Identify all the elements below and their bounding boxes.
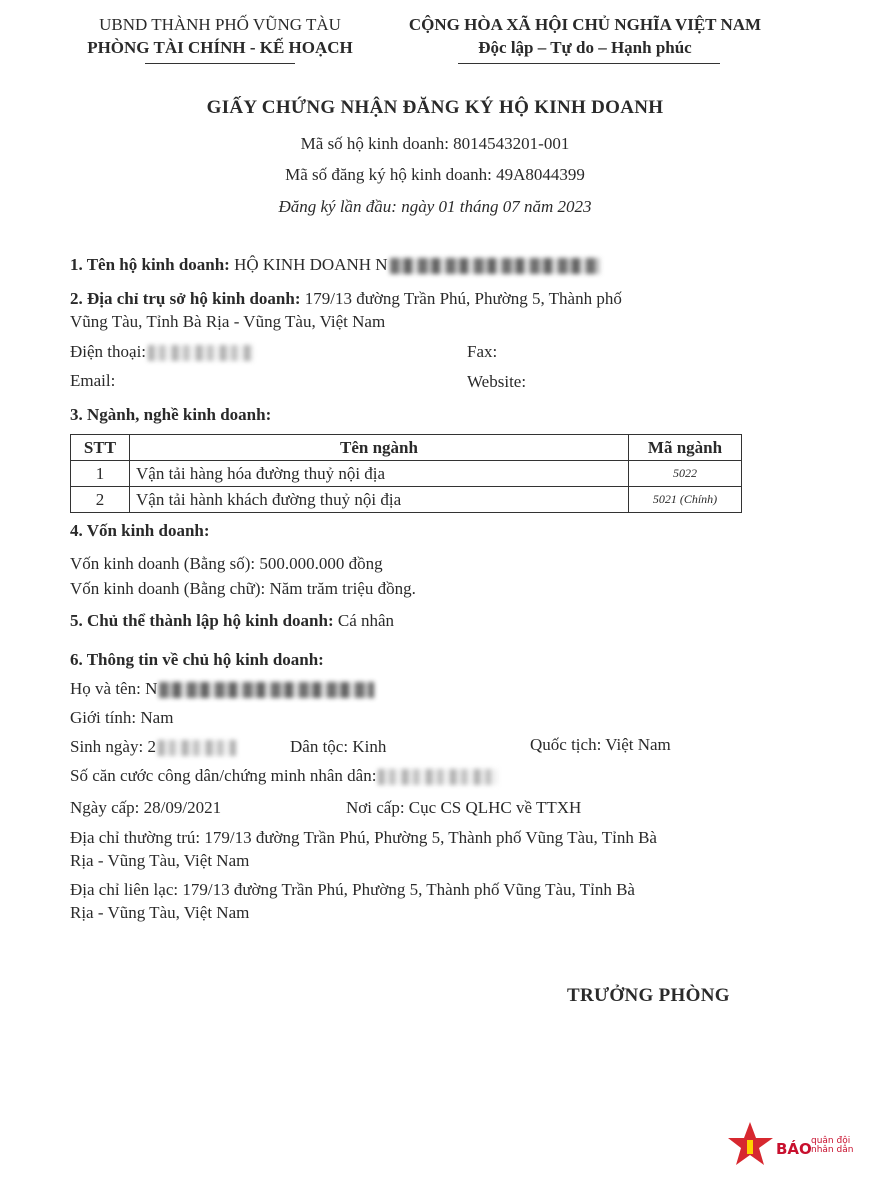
section5-label: 5. Chủ thể thành lập hộ kinh doanh: (70, 611, 334, 630)
business-code: Mã số hộ kinh doanh: 8014543201-001 (300, 134, 570, 153)
permanent-address-line2: Rịa - Vũng Tàu, Việt Nam (70, 851, 250, 870)
registration-code: Mã số đăng ký hộ kinh doanh: 49A8044399 (285, 165, 585, 184)
watermark-main: BÁO (776, 1140, 812, 1158)
signature-title: TRƯỞNG PHÒNG (567, 985, 730, 1006)
table-header-row (71, 435, 742, 461)
redacted-dob (158, 740, 236, 756)
redacted-owner-name (159, 682, 374, 698)
redacted-phone (148, 345, 253, 361)
watermark-sub1: quân đội (811, 1136, 851, 1146)
agency-city: UBND THÀNH PHỐ VŨNG TÀU (99, 15, 341, 34)
contact-address-line1: Địa chỉ liên lạc: 179/13 đường Trần Phú, Phường 5, Thành phố Vũng Tàu, Tỉnh Bà (70, 880, 635, 899)
phone-row (70, 341, 253, 363)
email-label: Email: (70, 371, 116, 390)
motto-underline (458, 63, 720, 64)
section-founder-type (70, 610, 394, 632)
owner-id-row (70, 765, 498, 787)
owner-gender: Giới tính: Nam (70, 708, 174, 727)
owner-ethnic: Dân tộc: Kinh (290, 737, 387, 756)
fax-label: Fax: (467, 342, 498, 361)
row-stt: 1 (71, 461, 130, 487)
col-name: Tên ngành (130, 435, 629, 461)
owner-issue-place: Nơi cấp: Cục CS QLHC về TTXH (346, 798, 582, 817)
table-row (71, 487, 742, 513)
owner-name-row (70, 678, 374, 700)
agency-underline (145, 63, 295, 64)
national-motto (380, 14, 790, 60)
country-name: CỘNG HÒA XÃ HỘI CHỦ NGHĨA VIỆT NAM (408, 15, 762, 34)
business-lines-table (70, 434, 742, 513)
business-name-value: HỘ KINH DOANH N (234, 255, 388, 274)
capital-words: Vốn kinh doanh (Bằng chữ): Năm trăm triệu đồng. (70, 579, 416, 598)
owner-dob-label: Sinh ngày: 2 (70, 737, 156, 756)
table-row (71, 461, 742, 487)
website-label: Website: (467, 372, 527, 391)
row-name: Vận tải hành khách đường thuỷ nội địa (130, 487, 629, 513)
col-stt: STT (71, 435, 130, 461)
row-code: 5021 (Chính) (629, 487, 742, 513)
section6-label: 6. Thông tin về chủ hộ kinh doanh: (70, 650, 324, 669)
capital-number: Vốn kinh doanh (Bằng số): 500.000.000 đồng (70, 554, 383, 573)
col-code: Mã ngành (629, 435, 742, 461)
section3-label: 3. Ngành, nghề kinh doanh: (70, 405, 272, 424)
section1-label: 1. Tên hộ kinh doanh: (70, 255, 230, 274)
owner-id-label: Số căn cước công dân/chứng minh nhân dân: (70, 766, 377, 785)
owner-dob-row (70, 736, 236, 758)
watermark-sub2: nhân dân (811, 1145, 854, 1155)
document-title: GIẤY CHỨNG NHẬN ĐĂNG KÝ HỘ KINH DOANH (206, 97, 664, 118)
issuing-agency (60, 14, 380, 60)
motto-text: Độc lập – Tự do – Hạnh phúc (478, 38, 692, 57)
address-line1: 179/13 đường Trần Phú, Phường 5, Thành phố (304, 289, 622, 308)
phone-label: Điện thoại: (70, 342, 147, 361)
first-registration-date: Đăng ký lần đầu: ngày 01 tháng 07 năm 2023 (278, 197, 592, 216)
owner-issue-date: Ngày cấp: 28/09/2021 (70, 798, 222, 817)
address-line2: Vũng Tàu, Tỉnh Bà Rịa - Vũng Tàu, Việt Nam (70, 312, 386, 331)
contact-address-line2: Rịa - Vũng Tàu, Việt Nam (70, 903, 250, 922)
founder-type-value: Cá nhân (337, 611, 395, 630)
redacted-id-number (378, 769, 498, 785)
redacted-business-name (390, 258, 600, 274)
row-name: Vận tải hàng hóa đường thuỷ nội địa (130, 461, 629, 487)
owner-nationality: Quốc tịch: Việt Nam (530, 735, 671, 754)
owner-name-label: Họ và tên: N (70, 679, 158, 698)
agency-department: PHÒNG TÀI CHÍNH - KẾ HOẠCH (87, 38, 353, 57)
section-address (70, 288, 622, 310)
section4-label: 4. Vốn kinh doanh: (70, 521, 210, 540)
row-code: 5022 (629, 461, 742, 487)
watermark-sub (811, 1137, 853, 1155)
row-stt: 2 (71, 487, 130, 513)
section2-label: 2. Địa chỉ trụ sở hộ kinh doanh: (70, 289, 301, 308)
section-business-name (70, 254, 600, 276)
permanent-address-line1: Địa chỉ thường trú: 179/13 đường Trần Phú, Phường 5, Thành phố Vũng Tàu, Tỉnh Bà (70, 828, 657, 847)
